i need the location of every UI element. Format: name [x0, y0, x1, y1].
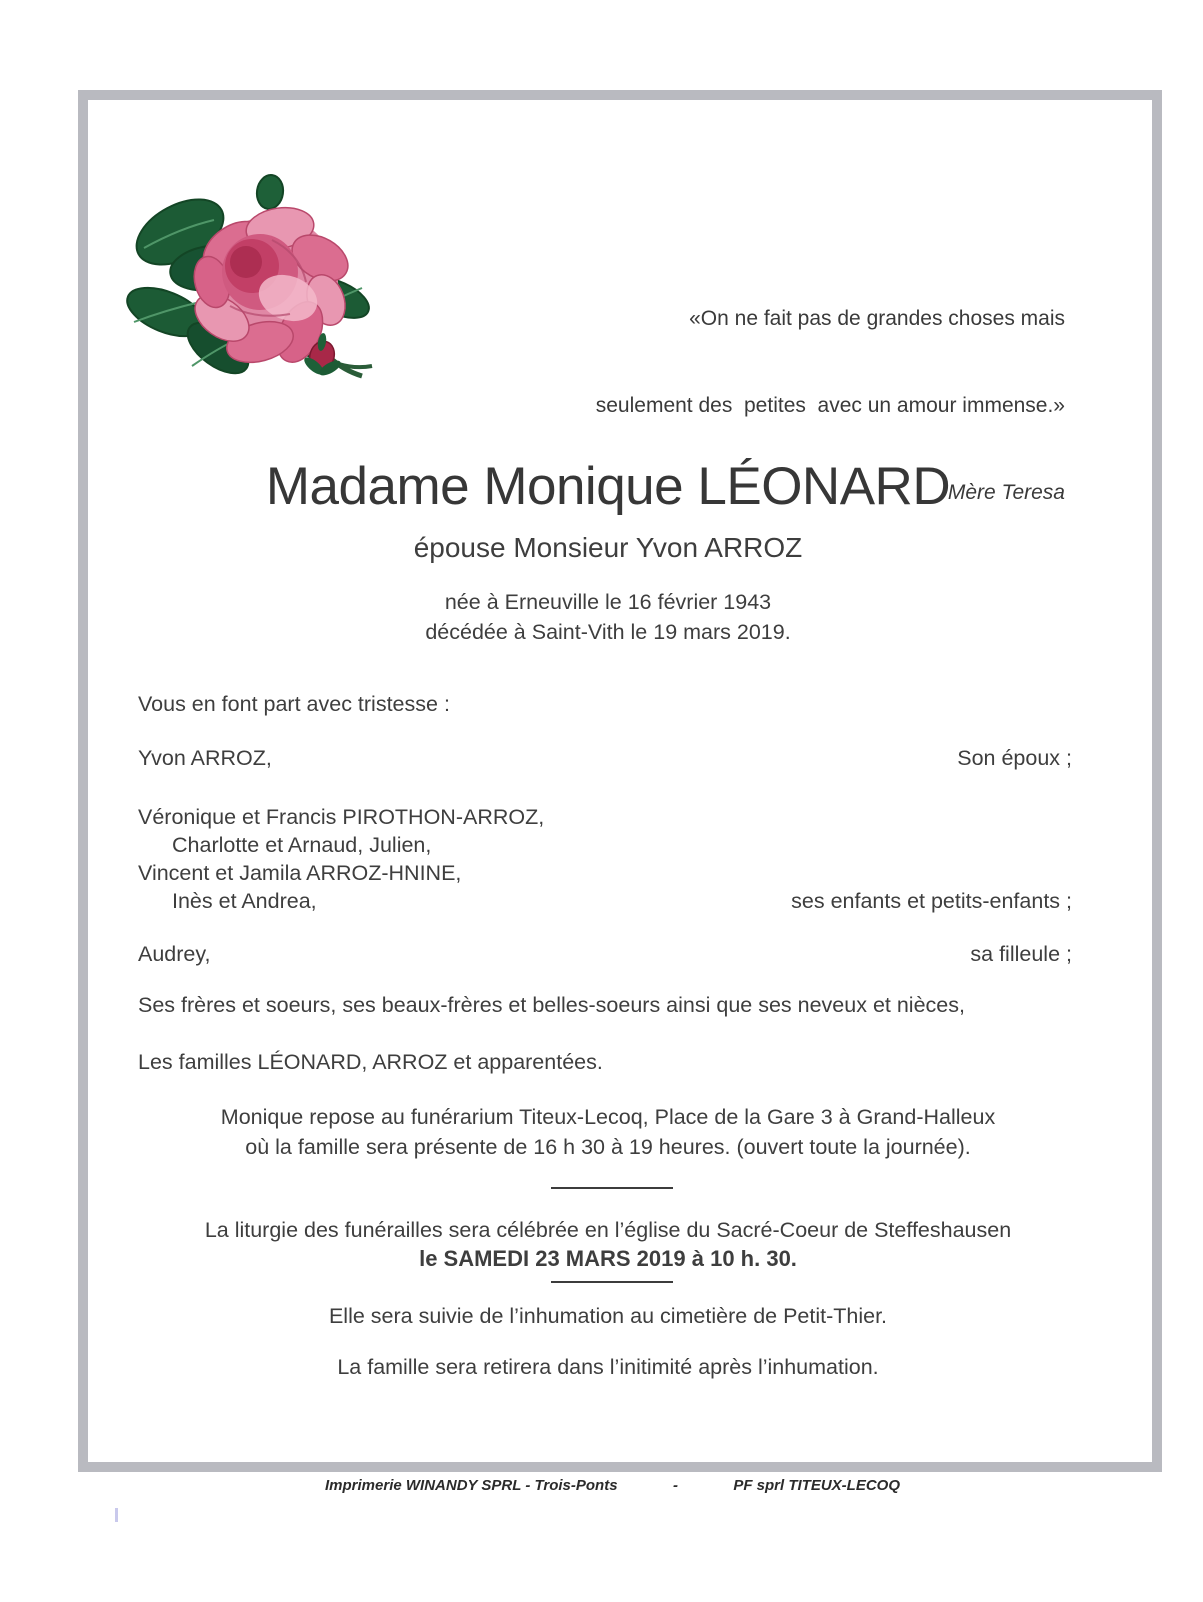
children-line: Vincent et Jamila ARROZ-HNINE,	[138, 861, 462, 885]
funeral-date-line: le SAMEDI 23 MARS 2019 à 10 h. 30.	[419, 1246, 797, 1271]
children-relation: ses enfants et petits-enfants ;	[791, 889, 1072, 913]
children-line: Inès et Andrea,	[172, 889, 317, 913]
rose-icon	[122, 170, 380, 400]
footer-separator: -	[672, 1477, 678, 1494]
spouse-entry-row	[138, 744, 1072, 772]
siblings-line: Ses frères et soeurs, ses beaux-frères et belles-soeurs ainsi que ses neveux et nièces,	[138, 993, 965, 1017]
children-line: Charlotte et Arnaud, Julien,	[172, 833, 432, 857]
divider-2	[551, 1281, 673, 1283]
wake-hours-line: où la famille sera présente de 16 h 30 à 19 heures. (ouvert toute la journée).	[245, 1135, 971, 1159]
children-line: Véronique et Francis PIROTHON-ARROZ,	[138, 805, 545, 829]
spouse-line: épouse Monsieur Yvon ARROZ	[413, 532, 803, 563]
families-line: Les familles LÉONARD, ARROZ et apparentées.	[138, 1050, 603, 1074]
margin-artifact-mark	[115, 1508, 118, 1522]
birth-line: née à Erneuville le 16 février 1943	[444, 590, 772, 614]
print-credits-footer	[325, 1477, 900, 1494]
privacy-line: La famille sera retirera dans l’initimité après l’inhumation.	[337, 1355, 879, 1379]
announcement-intro: Vous en font part avec tristesse :	[138, 692, 450, 716]
quote-line-1: «On ne fait pas de grandes choses mais	[689, 307, 1065, 330]
children-entry-group	[138, 803, 1072, 915]
children-names-column	[138, 803, 544, 915]
goddaughter-relation: sa filleule ;	[970, 942, 1072, 966]
printer-credit: Imprimerie WINANDY SPRL - Trois-Ponts	[325, 1477, 618, 1494]
page-title: Madame Monique LÉONARD	[265, 457, 951, 516]
spouse-entry-relation: Son époux ;	[957, 746, 1072, 770]
wake-location-line: Monique repose au funérarium Titeux-Lecoq, Place de la Gare 3 à Grand-Halleux	[220, 1105, 996, 1129]
funeral-home-credit: PF sprl TITEUX-LECOQ	[733, 1477, 900, 1494]
divider-1	[551, 1187, 673, 1189]
quote-line-2: seulement des petites avec un amour immense.»	[595, 394, 1065, 417]
goddaughter-entry-row	[138, 940, 1072, 968]
death-line: décédée à Saint-Vith le 19 mars 2019.	[425, 620, 791, 644]
goddaughter-name: Audrey,	[138, 942, 211, 966]
liturgy-line: La liturgie des funérailles sera célébrée en l’église du Sacré-Coeur de Steffeshausen	[204, 1218, 1012, 1242]
spouse-entry-name: Yvon ARROZ,	[138, 746, 272, 770]
quote-attribution: Mère Teresa	[947, 481, 1065, 504]
burial-line: Elle sera suivie de l’inhumation au cimetière de Petit-Thier.	[328, 1304, 888, 1328]
